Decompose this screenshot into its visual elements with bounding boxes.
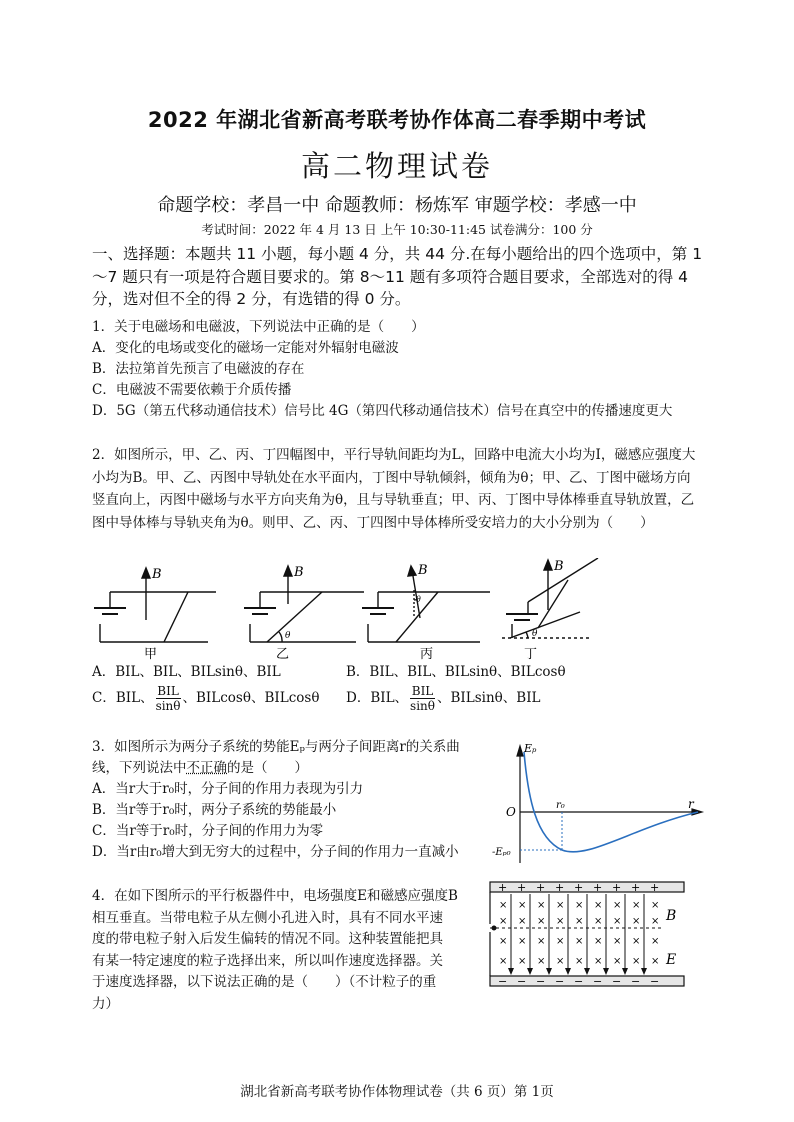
authors-line: 命题学校：孝昌一中 命题教师：杨炼军 审题学校：孝感一中	[157, 195, 637, 216]
q3-stem-part-a: 线，下列说法中	[92, 760, 187, 776]
field-arrowhead	[508, 968, 514, 975]
positive-charge-mark: +	[498, 881, 508, 894]
q2-option-d-fraction	[410, 684, 435, 713]
magnetic-field-cross: ×	[594, 916, 603, 927]
figure-yi-b-label: B	[294, 565, 304, 580]
positive-charge-mark: +	[517, 881, 527, 894]
positive-charge-mark: +	[574, 881, 584, 894]
magnetic-field-cross: ×	[537, 956, 546, 967]
negative-charge-mark: −	[631, 975, 641, 988]
field-arrowhead	[527, 968, 533, 975]
magnetic-field-cross: ×	[575, 900, 584, 911]
field-arrowhead	[603, 968, 609, 975]
field-arrowhead	[622, 968, 628, 975]
figure-yi	[244, 566, 364, 642]
magnetic-field-cross: ×	[518, 936, 527, 947]
q3-option-a: A．当r大于r₀时，分子间的作用力表现为引力	[92, 781, 364, 797]
q2-option-c-post: 、BILcosθ、BILcosθ	[182, 690, 320, 706]
figure-yi-label: 乙	[276, 647, 290, 662]
field-arrowhead	[584, 968, 590, 975]
page-footer: 湖北省新高考联考协作体物理试卷（共 6 页）第 1页	[240, 1084, 554, 1100]
magnetic-field-cross: ×	[575, 936, 584, 947]
magnetic-field-cross: ×	[613, 956, 622, 967]
negative-charge-mark: −	[517, 975, 527, 988]
q2-option-a: A．BIL、BIL、BILsinθ、BIL	[92, 664, 281, 680]
magnetic-field-cross: ×	[556, 916, 565, 927]
magnetic-field-cross: ×	[518, 900, 527, 911]
question-3	[92, 737, 512, 863]
magnetic-field-cross: ×	[594, 900, 603, 911]
magnetic-field-cross: ×	[613, 900, 622, 911]
field-arrowhead	[546, 968, 552, 975]
exam-info-line: 考试时间：2022 年 4 月 13 日 上午 10:30-11:45 试卷满分：100 分	[201, 222, 593, 237]
positive-charge-mark: +	[631, 881, 641, 894]
q3-option-b: B．当r等于r₀时，两分子系统的势能最小	[92, 802, 337, 818]
magnetic-field-cross: ×	[632, 900, 641, 911]
selector-e-label: E	[666, 952, 677, 968]
magnetic-field-cross: ×	[537, 900, 546, 911]
figure-jia-label: 甲	[144, 647, 158, 662]
q2-option-c-pre: C．BIL、	[92, 690, 154, 706]
q2-option-c	[92, 684, 342, 713]
figure-jia-b-label: B	[152, 567, 162, 582]
magnetic-field-cross: ×	[499, 916, 508, 927]
graph-min-label: -Eₚ₀	[492, 847, 511, 858]
negative-charge-mark: −	[612, 975, 622, 988]
q3-option-d: D．当r由r₀增大到无穷大的过程中，分子间的作用力一直减小	[92, 844, 459, 860]
magnetic-field-cross: ×	[499, 936, 508, 947]
q3-stem-part-c: 的是（ ）	[227, 760, 308, 776]
figure-bing-label: 丙	[420, 647, 434, 662]
question-4	[92, 886, 484, 1015]
magnetic-field-cross: ×	[518, 956, 527, 967]
figure-bing-b-label: B	[418, 563, 428, 578]
q2-option-c-numerator: BIL	[157, 684, 179, 698]
q3-stem-line1: 3．如图所示为两分子系统的势能Eₚ与两分子间距离r的关系曲	[92, 739, 460, 755]
field-arrowhead	[565, 968, 571, 975]
selector-b-label: B	[666, 908, 677, 924]
q2-option-d	[346, 684, 646, 713]
q1-option-c: C．电磁波不需要依赖于介质传播	[92, 382, 292, 398]
magnetic-field-cross: ×	[556, 936, 565, 947]
exam-title: 2022 年湖北省新高考联考协作体高二春季期中考试	[147, 108, 647, 132]
magnetic-field-cross: ×	[518, 916, 527, 927]
graph-r0-label: r₀	[556, 800, 565, 811]
field-arrowhead	[641, 968, 647, 975]
figure-ding	[502, 558, 598, 638]
q3-option-c: C．当r等于r₀时，分子间的作用力为零	[92, 823, 324, 839]
q2-option-b: B．BIL、BIL、BILsinθ、BILcosθ	[346, 664, 566, 680]
q1-option-a: A．变化的电场或变化的磁场一定能对外辐射电磁波	[92, 340, 399, 356]
graph-x-label: r	[688, 797, 694, 811]
negative-charge-mark: −	[593, 975, 603, 988]
positive-charge-mark: +	[536, 881, 546, 894]
magnetic-field-cross: ×	[613, 916, 622, 927]
q1-option-b: B．法拉第首先预言了电磁波的存在	[92, 361, 305, 377]
magnetic-field-cross: ×	[594, 956, 603, 967]
q3-stem-emphasis: 不正确	[186, 760, 227, 776]
magnetic-field-cross: ×	[575, 916, 584, 927]
magnetic-field-cross: ×	[575, 956, 584, 967]
q4-line-6: 力）	[92, 995, 119, 1012]
positive-charge-mark: +	[650, 881, 660, 894]
question-1	[92, 317, 704, 422]
magnetic-field-cross: ×	[556, 900, 565, 911]
q2-option-d-denominator: sinθ	[410, 699, 435, 713]
q2-option-c-denominator: sinθ	[155, 699, 181, 713]
magnetic-field-cross: ×	[537, 936, 546, 947]
q1-stem: 1．关于电磁场和电磁波，下列说法中正确的是（ ）	[92, 319, 425, 335]
negative-charge-mark: −	[650, 975, 660, 988]
figure-ding-label: 丁	[524, 647, 538, 662]
q4-line-4: 有某一特定速度的粒子选择出来，所以叫作速度选择器。关	[92, 952, 443, 969]
q2-option-c-fraction	[156, 684, 181, 713]
graph-y-label: Eₚ	[524, 742, 537, 755]
magnetic-field-cross: ×	[594, 936, 603, 947]
magnetic-field-cross: ×	[651, 916, 660, 927]
magnetic-field-cross: ×	[632, 936, 641, 947]
paper-subtitle: 高二物理试卷	[300, 149, 493, 183]
magnetic-field-cross: ×	[499, 900, 508, 911]
magnetic-field-cross: ×	[613, 936, 622, 947]
negative-charge-mark: −	[498, 975, 508, 988]
q1-option-d: D．5G（第五代移动通信技术）信号比 4G（第四代移动通信技术）信号在真空中的传播速度更大	[92, 403, 673, 419]
negative-charge-mark: −	[536, 975, 546, 988]
magnetic-field-cross: ×	[651, 936, 660, 947]
q2-option-d-numerator: BIL	[411, 684, 434, 698]
magnetic-field-cross: ×	[651, 956, 660, 967]
figure-yi-theta: θ	[285, 631, 291, 641]
negative-charge-mark: −	[574, 975, 584, 988]
q4-line-5: 于速度选择器，以下说法正确的是（ ）（不计粒子的重	[92, 974, 437, 990]
figure-ding-b-label: B	[554, 559, 564, 574]
magnetic-field-cross: ×	[537, 916, 546, 927]
positive-charge-mark: +	[612, 881, 622, 894]
negative-charge-mark: −	[555, 975, 565, 988]
q4-line-1: 4．在如下图所示的平行板器件中，电场强度E和磁感应强度B	[92, 888, 458, 904]
positive-charge-mark: +	[593, 881, 603, 894]
q4-line-3: 度的带电粒子射入后发生偏转的情况不同。这种装置能把具	[92, 931, 443, 947]
entry-hole	[492, 926, 497, 931]
figure-ding-theta: θ	[532, 629, 538, 639]
magnetic-field-cross: ×	[632, 956, 641, 967]
q2-option-d-pre: D．BIL、	[346, 690, 409, 706]
graph-origin: O	[506, 805, 516, 819]
magnetic-field-cross: ×	[651, 900, 660, 911]
q4-velocity-selector-figure	[488, 880, 688, 990]
figure-bing-theta: θ	[416, 595, 421, 604]
q2-stem: 2．如图所示，甲、乙、丙、丁四幅图中，平行导轨间距均为L，回路中电流大小均为I，磁感应强度大小均为B。甲、乙、丙图中导轨处在水平面内，丁图中导轨倾斜，倾角为θ；甲、乙、丁图中磁场方向竖直向上，丙图中磁场与水平方向夹角为θ，且与导轨垂直；甲、丙、丁图中导体棒垂直导轨放置，乙图中导体棒与导轨夹角为θ。则甲、乙、丙、丁四图中导体棒所受安培力的大小分别为（ ）	[92, 447, 696, 531]
q3-stem-line2	[92, 758, 512, 779]
q4-line-2: 相互垂直。当带电粒子从左侧小孔进入时，具有不同水平速	[92, 909, 443, 926]
section-instructions: 一、选择题：本题共 11 小题，每小题 4 分，共 44 分.在每小题给出的四个选项中，第 1～7 题只有一项是符合题目要求的。第 8～11 题有多项符合题目要求，全部选对的得 4 分，选对但不全的得 2 分，有选错的得 0 分。	[92, 245, 703, 308]
magnetic-field-cross: ×	[556, 956, 565, 967]
magnetic-field-cross: ×	[632, 916, 641, 927]
positive-charge-mark: +	[555, 881, 565, 894]
q3-potential-energy-graph	[492, 738, 706, 868]
q2-figures	[92, 558, 612, 662]
magnetic-field-cross: ×	[499, 956, 508, 967]
q2-option-d-post: 、BILsinθ、BIL	[437, 690, 541, 706]
